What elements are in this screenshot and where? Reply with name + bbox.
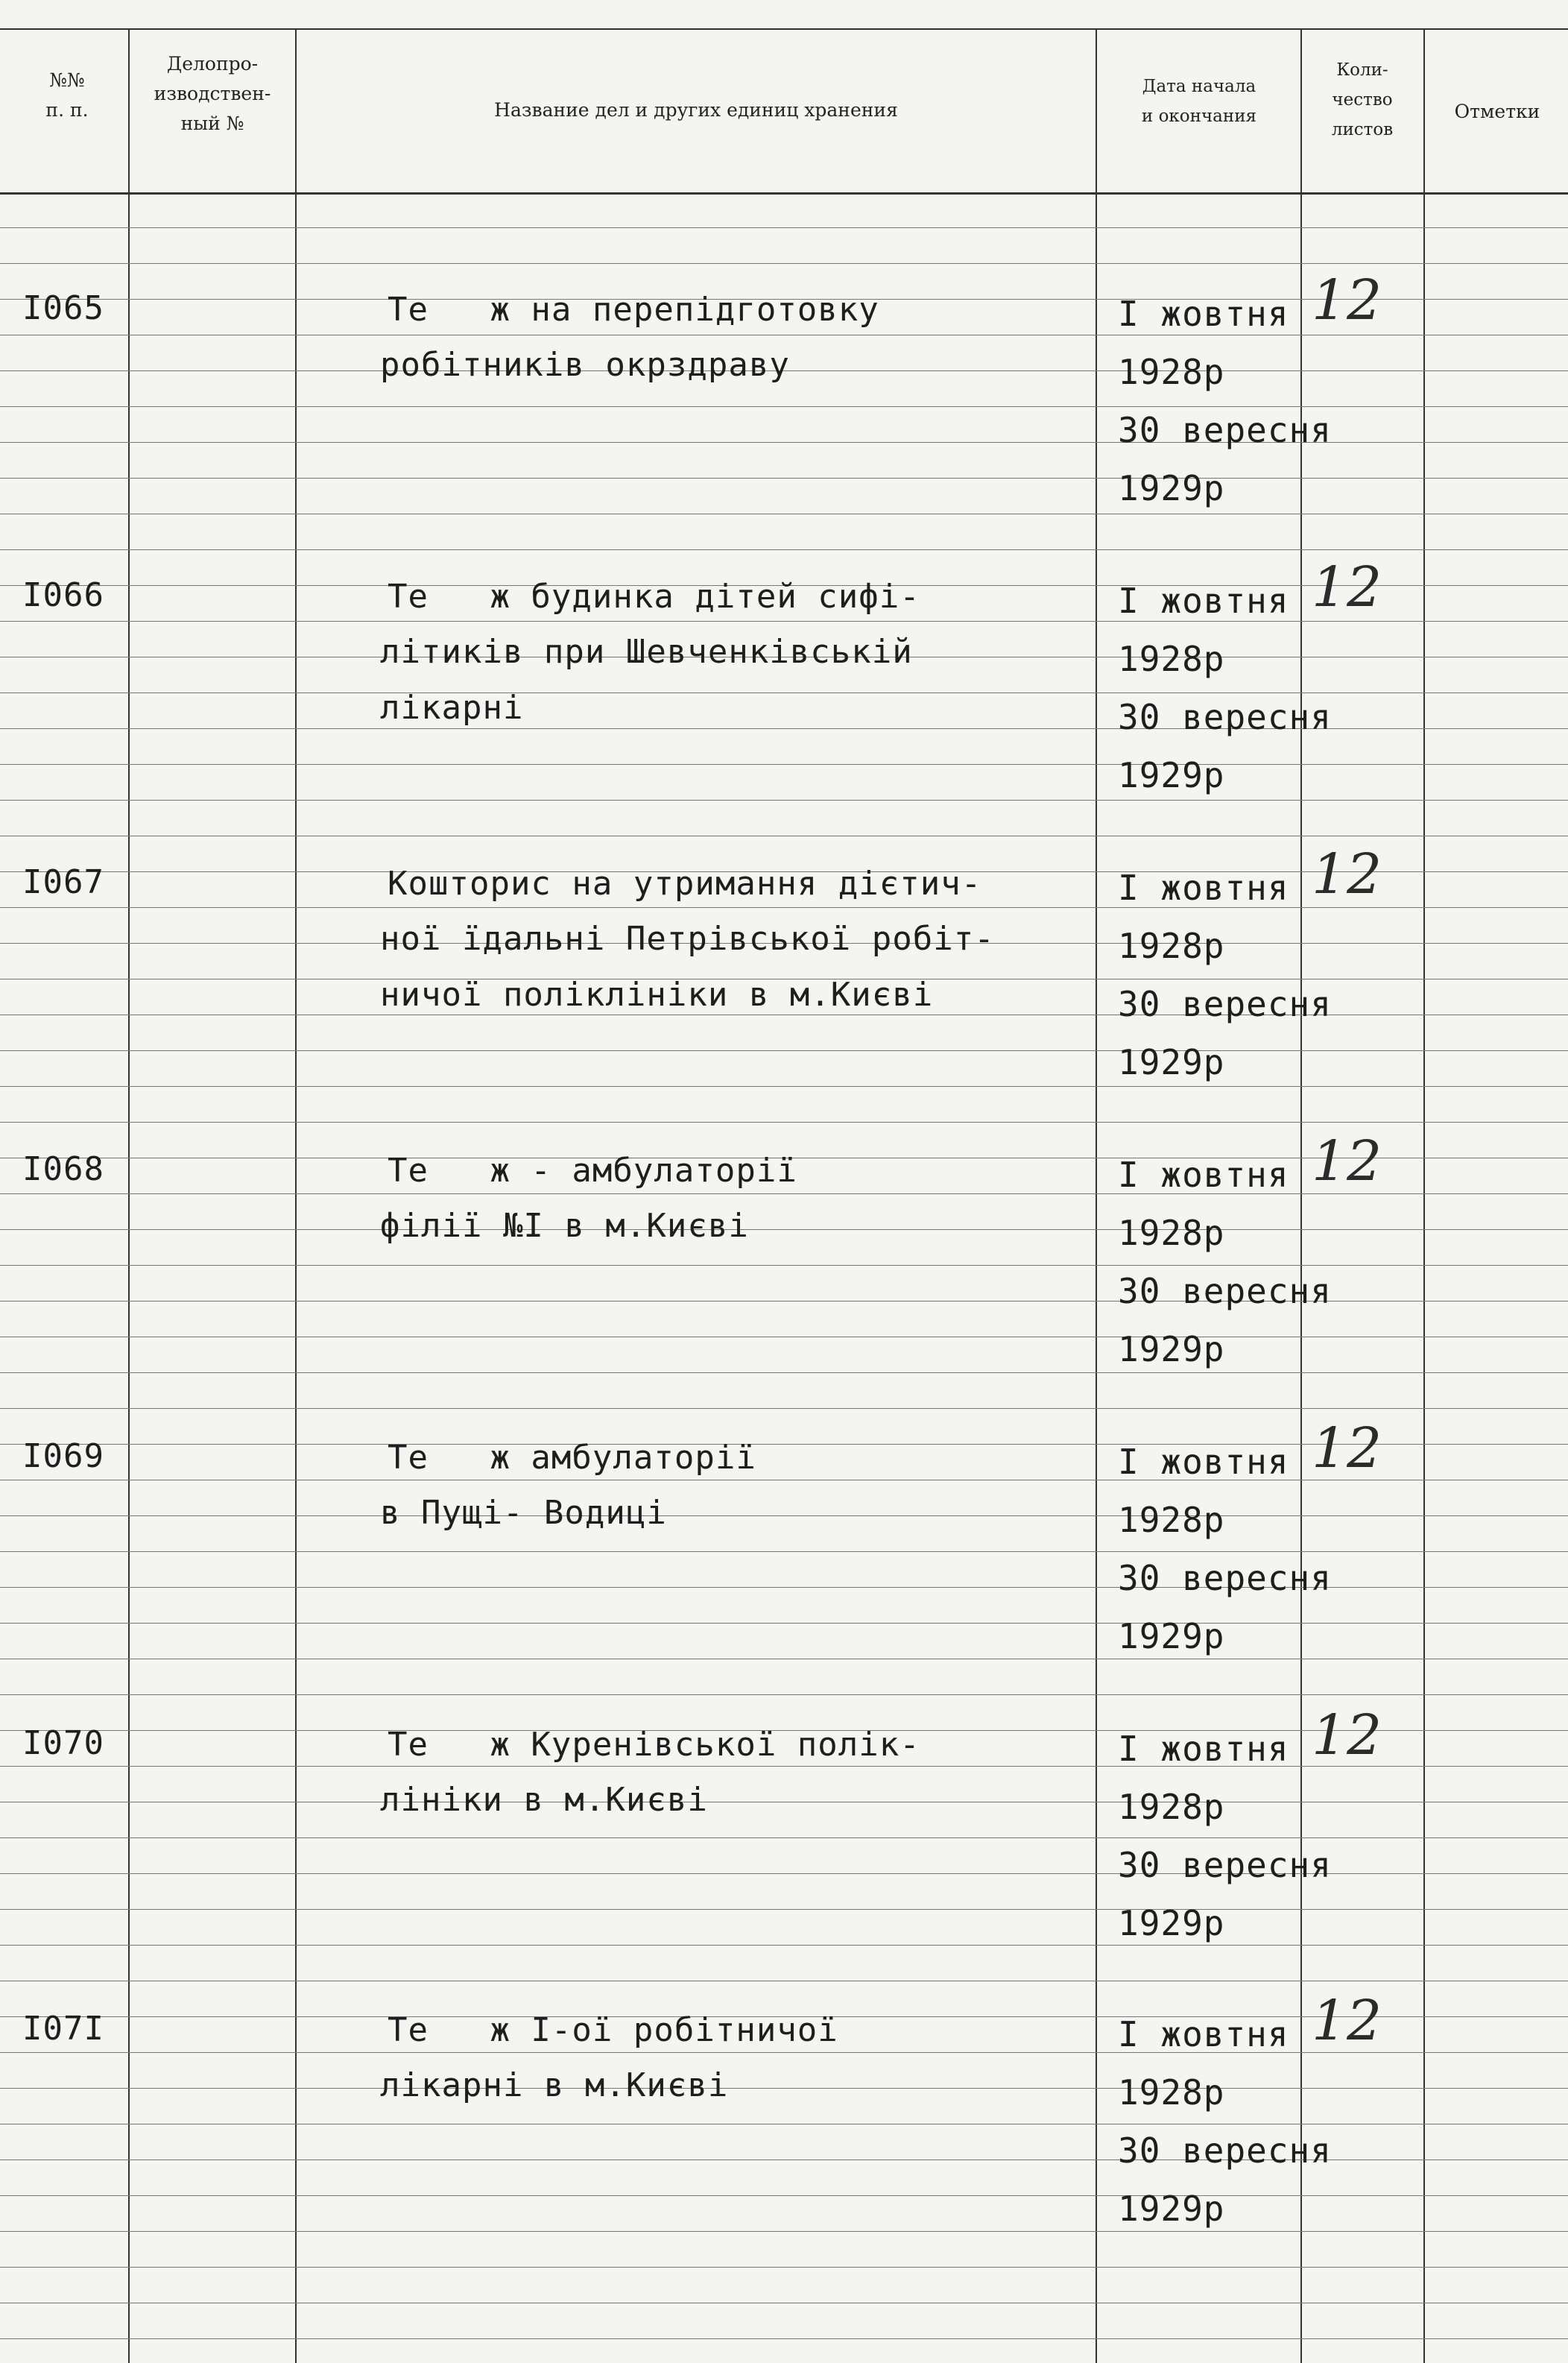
- entry-sheet-count: 12: [1312, 1989, 1382, 2053]
- header-top-rule: [0, 28, 1568, 30]
- entry-title-line: лікарні: [380, 688, 524, 727]
- entry-date-line: I жовтня: [1118, 1155, 1289, 1195]
- ruling-line: [0, 406, 1568, 407]
- header-sheets-line: чество: [1332, 90, 1393, 110]
- entry-title-line: Те ж на перепідготовку: [388, 291, 879, 329]
- entry-date-line: 30 вересня: [1118, 1845, 1332, 1885]
- ruling-line: [0, 764, 1568, 765]
- entry-date-line: I жовтня: [1118, 1442, 1289, 1482]
- entry-number: I069: [22, 1437, 104, 1475]
- header-office-line: ный №: [180, 113, 244, 134]
- entry-title-line: Те ж I-ої робітничої: [388, 2011, 838, 2049]
- entry-date-line: 1928р: [1118, 352, 1225, 392]
- entry-date-line: 1928р: [1118, 1213, 1225, 1253]
- ruling-line: [0, 1265, 1568, 1266]
- ruling-line: [0, 1515, 1568, 1516]
- header-office-line: Делопро-: [166, 53, 259, 75]
- ruling-line: [0, 1408, 1568, 1409]
- column-divider-3: [1096, 30, 1097, 2363]
- ruling-line: [0, 1050, 1568, 1051]
- header-office-number: [131, 49, 294, 139]
- entry-date-line: 30 вересня: [1118, 984, 1332, 1024]
- entry-date-line: 1928р: [1118, 1787, 1225, 1827]
- entry-date-line: 1928р: [1118, 639, 1225, 679]
- ruling-line: [0, 1372, 1568, 1373]
- entry-number: I065: [22, 289, 104, 327]
- entry-date-line: I жовтня: [1118, 868, 1289, 908]
- entry-sheet-count: 12: [1312, 1416, 1382, 1480]
- header-dates-line: и окончания: [1141, 107, 1257, 126]
- entry-date-line: 30 вересня: [1118, 1558, 1332, 1598]
- entry-date-line: 1928р: [1118, 1500, 1225, 1540]
- ruling-line: [0, 621, 1568, 622]
- entry-title-line: Те ж Куренівської полік-: [388, 1726, 920, 1764]
- entry-title-line: лікарні в м.Києві: [380, 2066, 729, 2105]
- entry-number: I068: [22, 1150, 104, 1188]
- entry-title-line: Кошторис на утримання дієтич-: [388, 865, 982, 903]
- ruling-line: [0, 1587, 1568, 1588]
- entry-title-line: Те ж будинка дітей сифі-: [388, 578, 920, 616]
- entry-title-line: ної їдальні Петрівської робіт-: [380, 920, 995, 959]
- entry-title-line: лініки в м.Києві: [380, 1781, 708, 1820]
- entry-date-line: 1928р: [1118, 926, 1225, 966]
- ruling-line: [0, 1229, 1568, 1230]
- ruling-line: [0, 2159, 1568, 2160]
- ruling-line: [0, 907, 1568, 908]
- entry-title-line: робітників окрздраву: [380, 346, 790, 385]
- entry-date-line: 1929р: [1118, 755, 1225, 795]
- ruling-line: [0, 2088, 1568, 2089]
- header-title: Название дел и других единиц хранения: [494, 99, 898, 121]
- ruling-line: [0, 1694, 1568, 1695]
- header-sheets-line: Коли-: [1336, 60, 1388, 80]
- ruling-line: [0, 2231, 1568, 2232]
- ruling-line: [0, 263, 1568, 264]
- ruling-line: [0, 1837, 1568, 1838]
- header-dates-line: Дата начала: [1142, 77, 1256, 96]
- ruling-line: [0, 2267, 1568, 2268]
- entry-date-line: 1929р: [1118, 1903, 1225, 1943]
- entry-sheet-count: 12: [1312, 555, 1382, 619]
- entry-date-line: 30 вересня: [1118, 1271, 1332, 1311]
- ruling-line: [0, 800, 1568, 801]
- ruling-line: [0, 1193, 1568, 1194]
- entry-date-line: I жовтня: [1118, 294, 1289, 334]
- ruling-line: [0, 1623, 1568, 1624]
- entry-title-line: Те ж - амбулаторії: [388, 1152, 797, 1190]
- entry-date-line: I жовтня: [1118, 1729, 1289, 1769]
- header-dates: [1098, 72, 1300, 131]
- entry-title-line: ничої поліклініки в м.Києві: [380, 975, 934, 1014]
- entry-sheet-count: 12: [1312, 1703, 1382, 1767]
- entry-sheet-count: 12: [1312, 268, 1382, 332]
- ruling-line: [0, 2195, 1568, 2196]
- entry-date-line: 1928р: [1118, 2072, 1225, 2113]
- entry-title-line: літиків при Шевченківській: [380, 633, 913, 672]
- ruling-line: [0, 478, 1568, 479]
- column-divider-5: [1423, 30, 1425, 2363]
- entry-title-line: Те ж амбулаторії: [388, 1439, 756, 1477]
- header-office-line: изводствен-: [154, 83, 271, 104]
- ruling-line: [0, 728, 1568, 729]
- entry-date-line: 30 вересня: [1118, 410, 1332, 450]
- entry-title-line: філії №I в м.Києві: [380, 1207, 749, 1246]
- entry-number: I067: [22, 863, 104, 901]
- column-divider-2: [295, 30, 297, 2363]
- ruling-line: [0, 1122, 1568, 1123]
- entry-sheet-count: 12: [1312, 1129, 1382, 1193]
- ruling-line: [0, 1301, 1568, 1302]
- ruling-line: [0, 549, 1568, 550]
- entry-date-line: 1929р: [1118, 1616, 1225, 1656]
- entry-sheet-count: 12: [1312, 842, 1382, 906]
- entry-date-line: 1929р: [1118, 1042, 1225, 1082]
- ruling-line: [0, 2338, 1568, 2339]
- entry-number: I07I: [22, 2010, 104, 2048]
- header-sheets-line: листов: [1331, 120, 1394, 139]
- ruling-line: [0, 1086, 1568, 1087]
- column-divider-4: [1300, 30, 1302, 2363]
- ruling-line: [0, 1909, 1568, 1910]
- ruling-line: [0, 1551, 1568, 1552]
- ruling-line: [0, 1873, 1568, 1874]
- entry-date-line: 1929р: [1118, 2189, 1225, 2229]
- header-sheets: [1303, 55, 1422, 145]
- entry-date-line: I жовтня: [1118, 2014, 1289, 2054]
- entry-date-line: 30 вересня: [1118, 697, 1332, 737]
- ruling-line: [0, 1945, 1568, 1946]
- header-bottom-rule: [0, 192, 1568, 195]
- header-notes: Отметки: [1454, 101, 1540, 122]
- entry-date-line: 30 вересня: [1118, 2130, 1332, 2171]
- entry-date-line: 1929р: [1118, 468, 1225, 508]
- header-number: [7, 66, 127, 125]
- ruling-line: [0, 227, 1568, 228]
- header-number-line: №№: [49, 69, 85, 91]
- entry-date-line: I жовтня: [1118, 581, 1289, 621]
- entry-number: I066: [22, 576, 104, 614]
- entry-date-line: 1929р: [1118, 1329, 1225, 1369]
- entry-title-line: в Пущі- Водиці: [380, 1494, 667, 1533]
- entry-number: I070: [22, 1724, 104, 1762]
- column-divider-1: [128, 30, 130, 2363]
- ruling-line: [0, 442, 1568, 443]
- header-number-line: п. п.: [45, 99, 89, 121]
